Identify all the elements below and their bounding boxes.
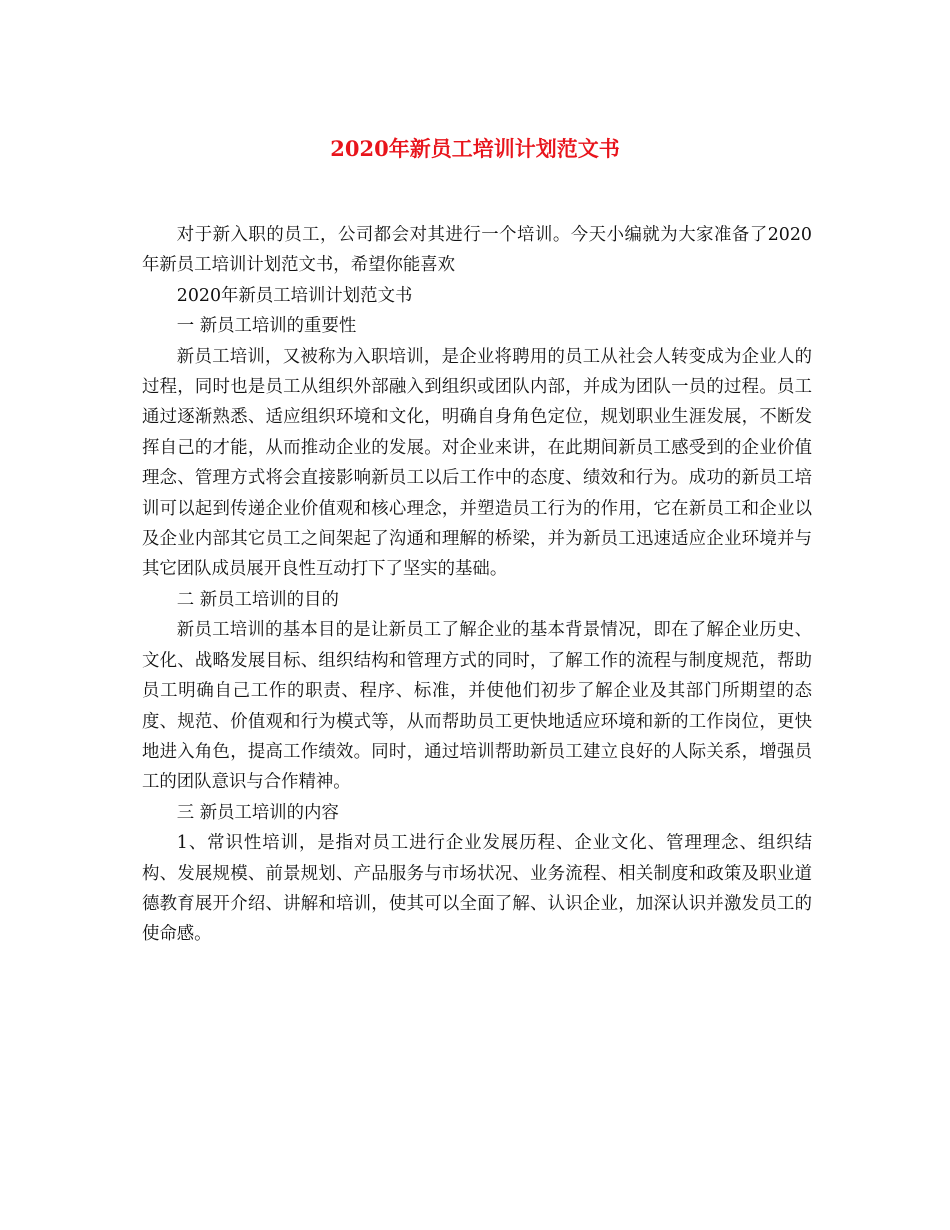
paragraph-importance: 新员工培训，又被称为入职培训，是企业将聘用的员工从社会人转变成为企业人的过程，同时也是员工从组织外部融入到组织或团队内部，并成为团队一员的过程。员工通过逐渐熟悉、适应组织环境和文化，明确自身角色定位，规划职业生涯发展，不断发挥自己的才能，从而推动企业的发展。对企业来讲，在此期间新员工感受到的企业价值理念、管理方式将会直接影响新员工以后工作中的态度、绩效和行为。成功的新员工培训可以起到传递企业价值观和核心理念，并塑造员工行为的作用，它在新员工和企业以及企业内部其它员工之间架起了沟通和理解的桥梁，并为新员工迅速适应企业环境并与其它团队成员展开良性互动打下了坚实的基础。 xyxy=(142,346,812,580)
document-title: 2020年新员工培训计划范文书 xyxy=(330,136,620,161)
paragraph-content-1: 1、常识性培训，是指对员工进行企业发展历程、企业文化、管理理念、组织结构、发展规模、前景规划、产品服务与市场状况、业务流程、相关制度和政策及职业道德教育展开介绍、讲解和培训，使其可以全面了解、认识企业，加深认识并激发员工的使命感。 xyxy=(142,833,812,945)
section-heading-purpose: 二 新员工培训的目的 xyxy=(176,589,339,610)
paragraph-subtitle: 2020年新员工培训计划范文书 xyxy=(176,285,413,306)
paragraph-purpose: 新员工培训的基本目的是让新员工了解企业的基本背景情况，即在了解企业历史、文化、战略发展目标、组织结构和管理方式的同时，了解工作的流程与制度规范，帮助员工明确自己工作的职责、程序、标准，并使他们初步了解企业及其部门所期望的态度、规范、价值观和行为模式等，从而帮助员工更快地适应环境和新的工作岗位，更快地进入角色，提高工作绩效。同时，通过培训帮助新员工建立良好的人际关系，增强员工的团队意识与合作精神。 xyxy=(142,620,812,793)
section-heading-content: 三 新员工培训的内容 xyxy=(176,802,339,823)
section-heading-importance: 一 新员工培训的重要性 xyxy=(176,316,357,337)
paragraph-intro: 对于新入职的员工，公司都会对其进行一个培训。今天小编就为大家准备了2020年新员工培训计划范文书，希望你能喜欢 xyxy=(142,225,812,276)
document-body xyxy=(142,220,812,950)
